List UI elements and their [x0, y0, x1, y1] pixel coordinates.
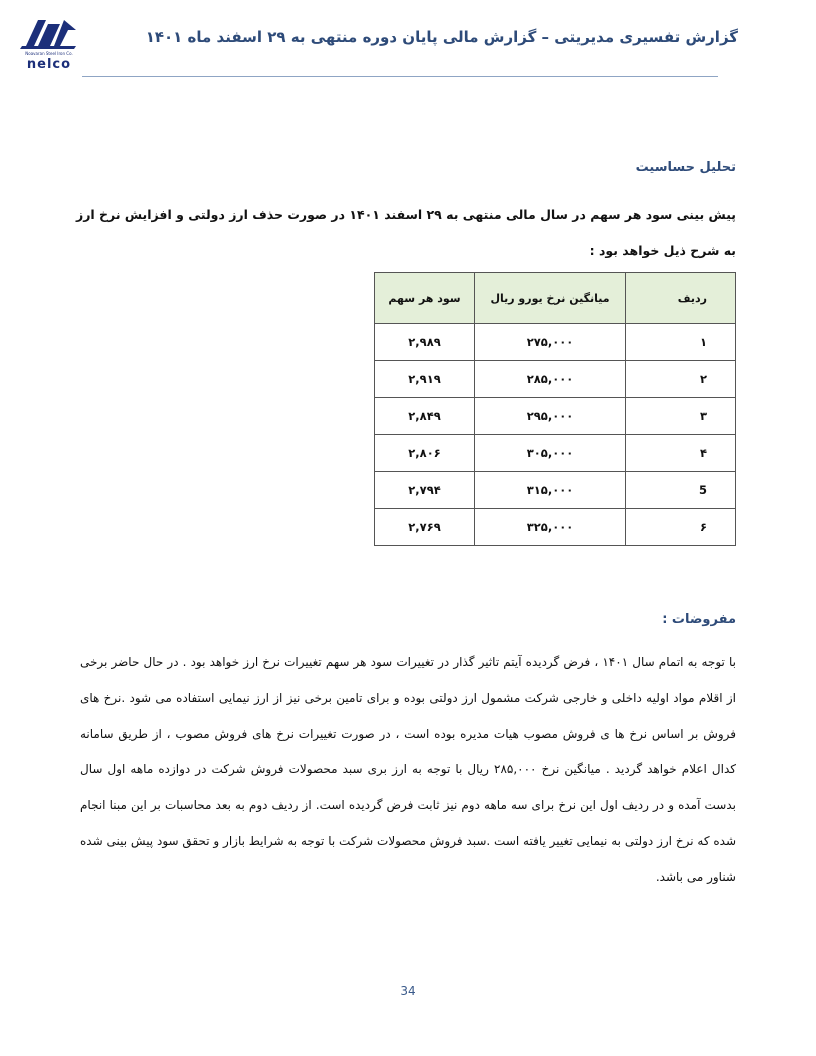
page-number: 34	[400, 984, 416, 998]
sensitivity-table	[374, 272, 736, 546]
eps-cell: ۲,۷۶۹	[375, 509, 475, 546]
euro-rate-cell: ۳۰۵,۰۰۰	[475, 435, 626, 472]
sensitivity-intro: پیش بینی سود هر سهم در سال مالی منتهی به ۲۹ اسفند ۱۴۰۱ در صورت حذف ارز دولتی و افزایش نرخ ارز به شرح ذیل خواهد بود :	[76, 207, 736, 258]
row-number-cell: ۲	[626, 361, 736, 398]
svg-text:Noavaran Steel Iron Co.: Noavaran Steel Iron Co.	[25, 51, 73, 56]
row-number-cell: 5	[626, 472, 736, 509]
euro-rate-cell: ۲۷۵,۰۰۰	[475, 324, 626, 361]
eps-cell: ۲,۹۱۹	[375, 361, 475, 398]
column-header-eps: سود هر سهم	[375, 273, 475, 324]
eps-cell: ۲,۸۰۶	[375, 435, 475, 472]
column-header-row-number: ردیف	[626, 273, 736, 324]
eps-cell: ۲,۸۴۹	[375, 398, 475, 435]
svg-text:nelco: nelco	[26, 57, 72, 70]
assumptions-heading: مفروضات :	[662, 612, 736, 627]
assumptions-paragraph: با توجه به اتمام سال ۱۴۰۱ ، فرض گردیده آیتم تاثیر گذار در تغییرات سود هر سهم تغییرات نرخ ارز خواهد بود . در حال حاضر برخی از اقلام مواد اولیه داخلی و خارجی شرکت مشمول ارز دولتی بوده و برای تامین برخی نیز از ارز نیمایی استفاده می شود .نرخ های فروش بر اساس نرخ ها ی فروش مصوب هیات مدیره بوده است ، در صورت تغییرات نرخ های فروش مصوب ، از طریق سامانه کدال اعلام خواهد گردید . میانگین نرخ ۲۸۵,۰۰۰ ریال با توجه به ارز بری سبد محصولات فروش شرکت در دوازده ماهه اول سال بدست آمده و در ردیف اول این نرخ برای سه ماهه دوم نیز ثابت فرض گردیده است. از ردیف دوم به بعد محاسبات بر این مبنا انجام شده که نرخ ارز دولتی به نیمایی تغییر یافته است .سبد فروش محصولات شرکت با توجه به شرایط بازار و تحقق سود پیش بینی شده شناور می باشد.	[80, 655, 736, 884]
table-row	[375, 509, 736, 546]
table-row	[375, 324, 736, 361]
table-row	[375, 435, 736, 472]
sensitivity-heading: تحلیل حساسیت	[635, 160, 736, 175]
euro-rate-cell: ۲۸۵,۰۰۰	[475, 361, 626, 398]
table-row	[375, 361, 736, 398]
company-logo	[16, 16, 82, 70]
row-number-cell: ۱	[626, 324, 736, 361]
row-number-cell: ۴	[626, 435, 736, 472]
eps-cell: ۲,۷۹۴	[375, 472, 475, 509]
header-divider	[82, 76, 718, 77]
table-row	[375, 398, 736, 435]
euro-rate-cell: ۲۹۵,۰۰۰	[475, 398, 626, 435]
euro-rate-cell: ۳۲۵,۰۰۰	[475, 509, 626, 546]
euro-rate-cell: ۳۱۵,۰۰۰	[475, 472, 626, 509]
eps-cell: ۲,۹۸۹	[375, 324, 475, 361]
row-number-cell: ۶	[626, 509, 736, 546]
table-header-row	[375, 273, 736, 324]
column-header-euro-rate: میانگین نرخ یورو ریال	[475, 273, 626, 324]
table-row	[375, 472, 736, 509]
row-number-cell: ۳	[626, 398, 736, 435]
page-header-title: گزارش تفسیری مدیریتی – گزارش مالی پایان دوره منتهی به ۲۹ اسفند ماه ۱۴۰۱	[145, 28, 738, 46]
